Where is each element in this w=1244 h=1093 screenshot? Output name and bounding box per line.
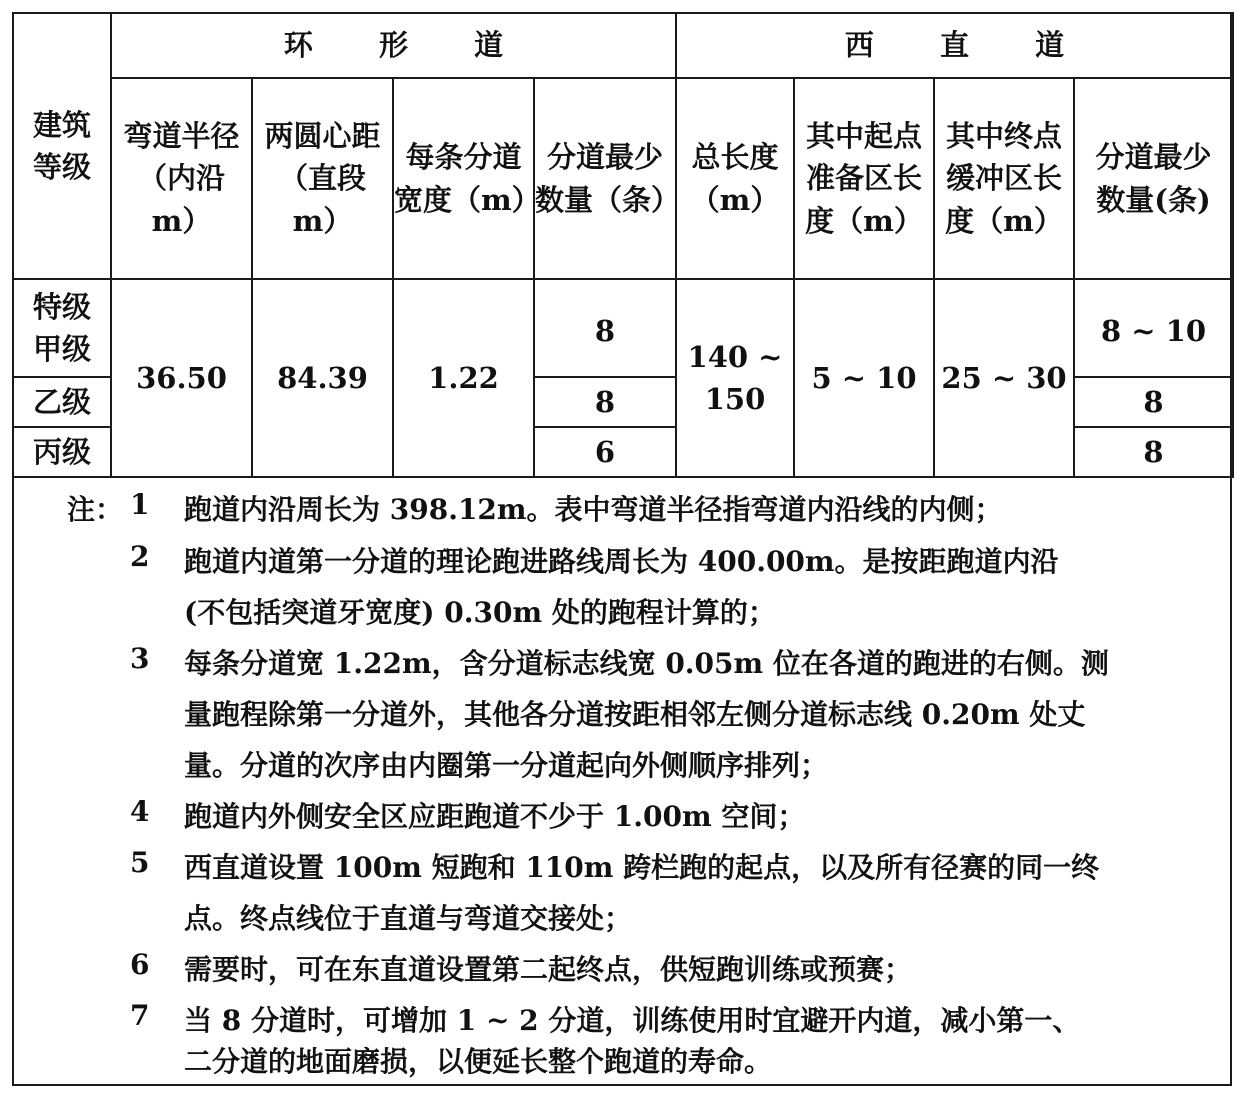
note-number: 4: [130, 795, 150, 828]
value-west-lanes-special-a: 8 ~ 10: [1074, 279, 1233, 377]
grade-b: 乙级: [13, 377, 111, 427]
header-min-lanes-ring: 分道最少 数量（条）: [534, 78, 676, 279]
value-center-distance: 84.39: [252, 279, 393, 477]
note-line: (不包括突道牙宽度) 0.30m 处的跑程计算的；: [184, 596, 776, 629]
note-line: 跑道内道第一分道的理论跑进路线周长为 400.00m。是按距跑道内沿: [184, 545, 1059, 578]
note-line: 需要时，可在东直道设置第二起终点，供短跑训练或预赛；: [184, 953, 913, 986]
value-lane-width: 1.22: [393, 279, 534, 477]
track-spec-table: [12, 12, 1234, 478]
note-number: 1: [130, 488, 150, 521]
value-end-zone: 25 ~ 30: [934, 279, 1074, 477]
grade-special-a: 特级 甲级: [13, 279, 111, 377]
value-west-lanes-c: 8: [1074, 427, 1233, 477]
value-ring-lanes-c: 6: [534, 427, 676, 477]
note-line: 二分道的地面磨损，以便延长整个跑道的寿命。: [184, 1045, 773, 1078]
note-line: 跑道内外侧安全区应距跑道不少于 1.00m 空间；: [184, 800, 806, 833]
note-line: 当 8 分道时，可增加 1 ~ 2 分道，训练使用时宜避开内道，减小第一、: [184, 1004, 1081, 1037]
value-start-zone: 5 ~ 10: [794, 279, 934, 477]
header-west-straight: 西 直 道: [676, 13, 1233, 78]
value-ring-lanes-special-a: 8: [534, 279, 676, 377]
note-number: 6: [130, 948, 150, 981]
note-line: 跑道内沿周长为 398.12m。表中弯道半径指弯道内沿线的内侧；: [184, 493, 1003, 526]
header-center-distance: 两圆心距 （直段 m）: [252, 78, 393, 279]
header-curve-radius: 弯道半径 （内沿 m）: [111, 78, 252, 279]
note-line: 量跑程除第一分道外，其他各分道按距相邻左侧分道标志线 0.20m 处丈: [184, 698, 1086, 731]
note-number: 2: [130, 540, 150, 573]
note-line: 每条分道宽 1.22m，含分道标志线宽 0.05m 位在各道的跑进的右侧。测: [184, 647, 1109, 680]
header-ring-track: 环 形 道: [111, 13, 676, 78]
header-grade: 建筑等级: [13, 13, 111, 279]
note-number: 3: [130, 642, 150, 675]
header-end-zone: 其中终点 缓冲区长 度（m）: [934, 78, 1074, 279]
header-total-length: 总长度 （m）: [676, 78, 794, 279]
note-line: 点。终点线位于直道与弯道交接处；: [184, 902, 633, 935]
value-total-length: 140 ~ 150: [676, 279, 794, 477]
header-start-zone: 其中起点 准备区长 度（m）: [794, 78, 934, 279]
note-line: 量。分道的次序由内圈第一分道起向外侧顺序排列；: [184, 749, 829, 782]
note-number: 5: [130, 846, 150, 879]
header-lane-width: 每条分道 宽度（m）: [393, 78, 534, 279]
value-curve-radius: 36.50: [111, 279, 252, 477]
note-line: 西直道设置 100m 短跑和 110m 跨栏跑的起点，以及所有径赛的同一终: [184, 851, 1100, 884]
notes-prefix: 注：: [67, 493, 124, 526]
note-number: 7: [130, 999, 150, 1032]
notes-section: [12, 478, 1232, 1084]
grade-c: 丙级: [13, 427, 111, 477]
header-min-lanes-west: 分道最少 数量(条): [1074, 78, 1233, 279]
value-west-lanes-b: 8: [1074, 377, 1233, 427]
value-ring-lanes-b: 8: [534, 377, 676, 427]
